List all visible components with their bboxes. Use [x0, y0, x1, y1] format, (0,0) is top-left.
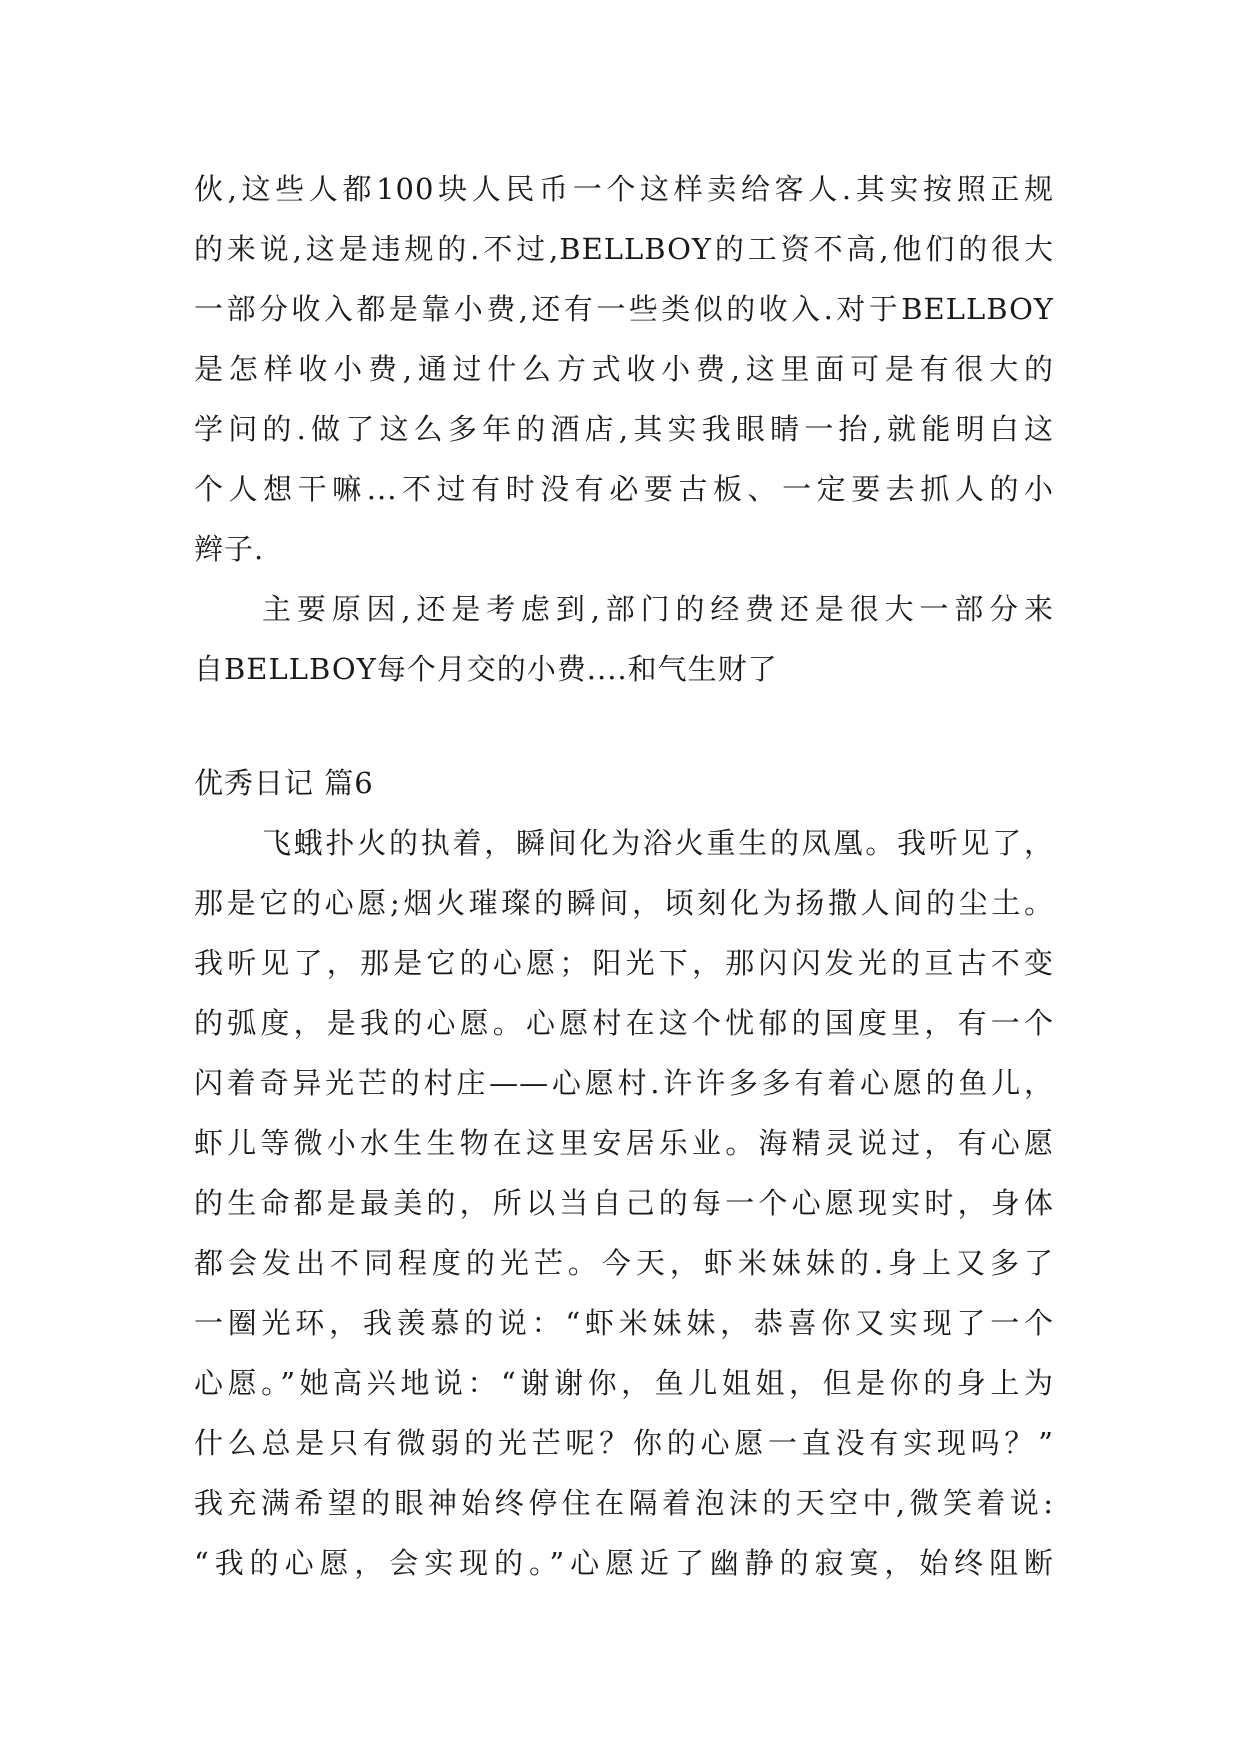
text-line: “我的心愿，会实现的。”心愿近了幽静的寂寞，始终阻断 — [194, 1546, 1054, 1580]
text-line: 辫子. — [194, 532, 265, 566]
text-line: 都会发出不同程度的光芒。今天，虾米妹妹的.身上又多了 — [194, 1246, 1054, 1280]
text-line: 个人想干嘛...不过有时没有必要古板、一定要去抓人的小 — [194, 472, 1054, 506]
text-line: 虾儿等微小水生生物在这里安居乐业。海精灵说过，有心愿 — [194, 1126, 1054, 1160]
text-line: 飞蛾扑火的执着，瞬间化为浴火重生的凤凰。我听见了， — [262, 826, 1054, 860]
text-line: 一圈光环，我羡慕的说：“虾米妹妹，恭喜你又实现了一个 — [194, 1306, 1054, 1340]
text-line: 我听见了，那是它的心愿；阳光下，那闪闪发光的亘古不变 — [194, 946, 1054, 980]
text-line: 学问的.做了这么多年的酒店,其实我眼睛一抬,就能明白这 — [194, 412, 1054, 446]
text-line: 主要原因,还是考虑到,部门的经费还是很大一部分来 — [262, 592, 1054, 626]
text-line: 是怎样收小费,通过什么方式收小费,这里面可是有很大的 — [194, 352, 1054, 386]
text-line: 的弧度，是我的心愿。心愿村在这个忧郁的国度里，有一个 — [194, 1006, 1054, 1040]
section-heading: 优秀日记 篇6 — [194, 766, 374, 800]
text-line: 伙,这些人都100块人民币一个这样卖给客人.其实按照正规 — [194, 172, 1054, 206]
text-line: 的生命都是最美的，所以当自己的每一个心愿现实时，身体 — [194, 1186, 1054, 1220]
text-line: 的来说,这是违规的.不过,BELLBOY的工资不高,他们的很大 — [194, 232, 1054, 266]
text-line: 那是它的心愿;烟火璀璨的瞬间，顷刻化为扬撒人间的尘土。 — [194, 886, 1054, 920]
text-line: 自BELLBOY每个月交的小费....和气生财了 — [194, 652, 778, 686]
text-line: 一部分收入都是靠小费,还有一些类似的收入.对于BELLBOY — [194, 292, 1054, 326]
text-line: 闪着奇异光芒的村庄——心愿村.许许多多有着心愿的鱼儿， — [194, 1066, 1054, 1100]
text-line: 我充满希望的眼神始终停住在隔着泡沫的天空中,微笑着说: — [194, 1486, 1054, 1520]
text-line: 心愿。”她高兴地说：“谢谢你，鱼儿姐姐，但是你的身上为 — [194, 1366, 1054, 1400]
text-line: 什么总是只有微弱的光芒呢？你的心愿一直没有实现吗？” — [194, 1426, 1054, 1460]
